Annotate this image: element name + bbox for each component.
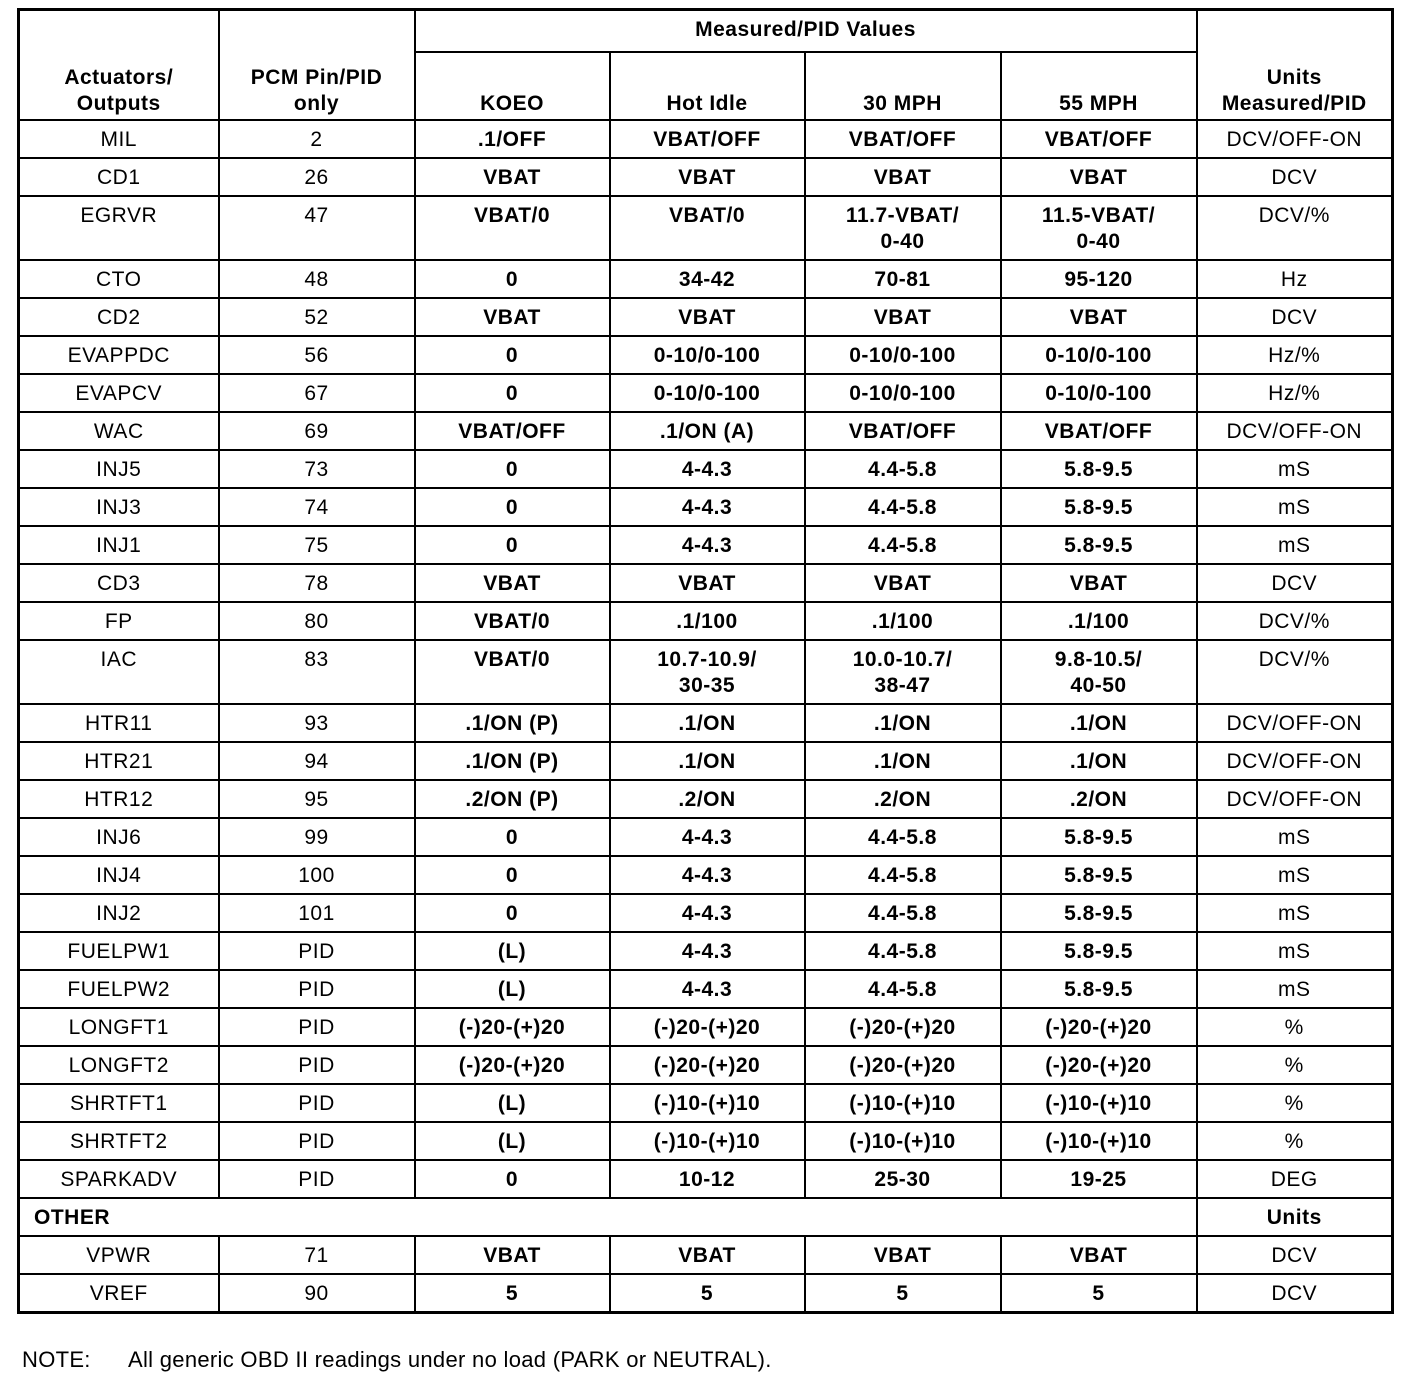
cell-pin: 94 [219,742,415,780]
cell-name: INJ1 [19,526,219,564]
cell-55-mph: 5.8-9.5 [1001,932,1197,970]
cell-hot-idle: 4-4.3 [610,894,805,932]
table-row [19,704,1393,742]
cell-pin: PID [219,970,415,1008]
table-row [19,894,1393,932]
cell-pin: 83 [219,640,415,704]
cell-units: DCV [1197,298,1393,336]
table-row [19,564,1393,602]
cell-koeo: (L) [415,970,610,1008]
table-row [19,260,1393,298]
cell-55-mph: (-)20-(+)20 [1001,1046,1197,1084]
pid-values-table [17,8,1394,1314]
cell-hot-idle: 4-4.3 [610,526,805,564]
cell-30-mph: 4.4-5.8 [805,970,1001,1008]
cell-pin: PID [219,932,415,970]
cell-pin: 56 [219,336,415,374]
cell-koeo: 0 [415,374,610,412]
cell-hot-idle: .2/ON [610,780,805,818]
cell-30-mph: 5 [805,1274,1001,1313]
cell-name: EGRVR [19,196,219,260]
cell-name: INJ5 [19,450,219,488]
cell-hot-idle: .1/ON [610,742,805,780]
cell-55-mph: 0-10/0-100 [1001,374,1197,412]
cell-name: CTO [19,260,219,298]
cell-pin: 95 [219,780,415,818]
cell-units: Hz/% [1197,336,1393,374]
cell-pin: PID [219,1122,415,1160]
cell-55-mph: VBAT [1001,158,1197,196]
table-row [19,780,1393,818]
header-pin [219,10,415,121]
cell-name: VREF [19,1274,219,1313]
cell-55-mph: 5.8-9.5 [1001,526,1197,564]
cell-hot-idle: 4-4.3 [610,856,805,894]
cell-30-mph: 4.4-5.8 [805,932,1001,970]
cell-30-mph: (-)10-(+)10 [805,1084,1001,1122]
cell-units: mS [1197,450,1393,488]
cell-units: mS [1197,856,1393,894]
header-actuators-line1: Actuators/ [64,66,174,89]
table-row [19,932,1393,970]
cell-55-mph: (-)10-(+)10 [1001,1122,1197,1160]
cell-55-mph: 5.8-9.5 [1001,488,1197,526]
cell-units: DCV [1197,158,1393,196]
table-header [19,10,1393,121]
cell-55-mph: 5 [1001,1274,1197,1313]
cell-hot-idle: 4-4.3 [610,450,805,488]
cell-units: DCV/OFF-ON [1197,742,1393,780]
cell-koeo: VBAT [415,298,610,336]
cell-30-mph: 0-10/0-100 [805,336,1001,374]
cell-koeo: VBAT [415,564,610,602]
table-row [19,526,1393,564]
cell-name: IAC [19,640,219,704]
cell-55-mph: VBAT/OFF [1001,120,1197,158]
cell-koeo: 5 [415,1274,610,1313]
cell-units: mS [1197,894,1393,932]
cell-hot-idle: (-)10-(+)10 [610,1122,805,1160]
cell-koeo: (-)20-(+)20 [415,1008,610,1046]
cell-hot-idle: 4-4.3 [610,488,805,526]
cell-pin: 52 [219,298,415,336]
table-row [19,196,1393,260]
cell-30-mph: 4.4-5.8 [805,450,1001,488]
cell-pin: 47 [219,196,415,260]
cell-units: DCV/% [1197,640,1393,704]
cell-pin: 67 [219,374,415,412]
cell-hot-idle: .1/ON (A) [610,412,805,450]
table-row [19,602,1393,640]
cell-30-mph: 4.4-5.8 [805,856,1001,894]
cell-30-mph: (-)10-(+)10 [805,1122,1001,1160]
cell-55-mph: (-)20-(+)20 [1001,1008,1197,1046]
cell-koeo: 0 [415,818,610,856]
header-units [1197,10,1393,121]
cell-55-mph: VBAT/OFF [1001,412,1197,450]
table-row [19,1274,1393,1313]
cell-units: DCV/OFF-ON [1197,780,1393,818]
cell-30-mph: VBAT [805,298,1001,336]
cell-koeo: .1/ON (P) [415,704,610,742]
table-row [19,742,1393,780]
table-row [19,412,1393,450]
cell-55-mph: 11.5-VBAT/ 0-40 [1001,196,1197,260]
cell-name: MIL [19,120,219,158]
other-units-label: Units [1197,1198,1393,1236]
cell-55-mph: 19-25 [1001,1160,1197,1198]
cell-55-mph: .1/ON [1001,742,1197,780]
cell-pin: 93 [219,704,415,742]
cell-30-mph: .2/ON [805,780,1001,818]
cell-pin: 80 [219,602,415,640]
cell-30-mph: 11.7-VBAT/ 0-40 [805,196,1001,260]
cell-koeo: (-)20-(+)20 [415,1046,610,1084]
table-row [19,488,1393,526]
cell-hot-idle: .1/100 [610,602,805,640]
other-label: OTHER [19,1198,1197,1236]
cell-30-mph: 4.4-5.8 [805,526,1001,564]
cell-55-mph: 5.8-9.5 [1001,450,1197,488]
cell-name: INJ6 [19,818,219,856]
table-row [19,298,1393,336]
cell-koeo: VBAT/0 [415,640,610,704]
note-label: NOTE: [22,1347,91,1372]
table-row [19,1236,1393,1274]
cell-30-mph: VBAT [805,1236,1001,1274]
footnote [22,1347,772,1373]
cell-30-mph: .1/ON [805,704,1001,742]
cell-koeo: 0 [415,526,610,564]
cell-name: FUELPW2 [19,970,219,1008]
cell-pin: 90 [219,1274,415,1313]
cell-name: FP [19,602,219,640]
cell-units: mS [1197,526,1393,564]
cell-pin: 75 [219,526,415,564]
header-actuators [19,10,219,121]
table-row [19,120,1393,158]
cell-hot-idle: 0-10/0-100 [610,374,805,412]
cell-pin: 99 [219,818,415,856]
cell-pin: 100 [219,856,415,894]
header-hot-idle: Hot Idle [610,52,805,120]
cell-koeo: 0 [415,488,610,526]
cell-30-mph: 4.4-5.8 [805,488,1001,526]
cell-units: % [1197,1008,1393,1046]
cell-koeo: (L) [415,932,610,970]
cell-pin: 101 [219,894,415,932]
table-row [19,158,1393,196]
cell-units: % [1197,1046,1393,1084]
cell-hot-idle: 10.7-10.9/ 30-35 [610,640,805,704]
cell-hot-idle: VBAT [610,1236,805,1274]
cell-pin: 74 [219,488,415,526]
cell-30-mph: 4.4-5.8 [805,818,1001,856]
cell-55-mph: VBAT [1001,298,1197,336]
table-row [19,1084,1393,1122]
cell-koeo: (L) [415,1084,610,1122]
cell-pin: 48 [219,260,415,298]
cell-hot-idle: 4-4.3 [610,932,805,970]
header-koeo: KOEO [415,52,610,120]
cell-55-mph: VBAT [1001,564,1197,602]
cell-30-mph: VBAT [805,564,1001,602]
other-section [19,1198,1393,1313]
cell-55-mph: 95-120 [1001,260,1197,298]
cell-55-mph: 9.8-10.5/ 40-50 [1001,640,1197,704]
cell-hot-idle: 0-10/0-100 [610,336,805,374]
table-row [19,450,1393,488]
cell-units: Hz/% [1197,374,1393,412]
cell-hot-idle: .1/ON [610,704,805,742]
header-units-line1: Units [1266,66,1322,89]
cell-pin: 73 [219,450,415,488]
cell-units: mS [1197,488,1393,526]
cell-hot-idle: 4-4.3 [610,818,805,856]
cell-30-mph: .1/100 [805,602,1001,640]
cell-hot-idle: VBAT/0 [610,196,805,260]
cell-units: mS [1197,818,1393,856]
cell-units: DEG [1197,1160,1393,1198]
cell-koeo: 0 [415,260,610,298]
cell-koeo: 0 [415,856,610,894]
cell-hot-idle: 10-12 [610,1160,805,1198]
cell-name: HTR11 [19,704,219,742]
cell-30-mph: (-)20-(+)20 [805,1008,1001,1046]
cell-koeo: VBAT/0 [415,196,610,260]
cell-55-mph: .1/100 [1001,602,1197,640]
cell-55-mph: 5.8-9.5 [1001,894,1197,932]
table-row [19,1122,1393,1160]
cell-55-mph: .2/ON [1001,780,1197,818]
note-text: All generic OBD II readings under no load (PARK or NEUTRAL). [128,1347,772,1372]
header-actuators-line2: Outputs [76,92,161,115]
cell-30-mph: 0-10/0-100 [805,374,1001,412]
cell-name: HTR12 [19,780,219,818]
cell-hot-idle: (-)20-(+)20 [610,1008,805,1046]
cell-hot-idle: VBAT [610,158,805,196]
cell-30-mph: 10.0-10.7/ 38-47 [805,640,1001,704]
cell-units: mS [1197,970,1393,1008]
header-pin-line2: only [293,92,340,115]
header-30-mph: 30 MPH [805,52,1001,120]
cell-30-mph: .1/ON [805,742,1001,780]
cell-pin: PID [219,1008,415,1046]
table-row [19,1008,1393,1046]
table-row [19,1046,1393,1084]
cell-units: Hz [1197,260,1393,298]
cell-55-mph: VBAT [1001,1236,1197,1274]
cell-koeo: .1/OFF [415,120,610,158]
cell-55-mph: .1/ON [1001,704,1197,742]
cell-hot-idle: (-)20-(+)20 [610,1046,805,1084]
cell-pin: PID [219,1046,415,1084]
cell-name: EVAPCV [19,374,219,412]
cell-name: FUELPW1 [19,932,219,970]
cell-hot-idle: VBAT [610,298,805,336]
cell-koeo: (L) [415,1122,610,1160]
cell-hot-idle: VBAT/OFF [610,120,805,158]
cell-units: DCV/OFF-ON [1197,704,1393,742]
cell-name: INJ4 [19,856,219,894]
cell-30-mph: (-)20-(+)20 [805,1046,1001,1084]
other-header-row [19,1198,1393,1236]
cell-pin: PID [219,1084,415,1122]
cell-55-mph: 5.8-9.5 [1001,818,1197,856]
header-units-line2: Measured/PID [1221,92,1367,115]
table-row [19,374,1393,412]
cell-55-mph: (-)10-(+)10 [1001,1084,1197,1122]
table-row [19,856,1393,894]
cell-units: DCV [1197,1236,1393,1274]
table-body [19,120,1393,1198]
cell-name: WAC [19,412,219,450]
cell-name: SHRTFT1 [19,1084,219,1122]
cell-name: EVAPPDC [19,336,219,374]
cell-koeo: 0 [415,894,610,932]
cell-units: DCV/% [1197,196,1393,260]
cell-koeo: VBAT [415,1236,610,1274]
header-measured-group: Measured/PID Values [415,10,1197,53]
cell-units: mS [1197,932,1393,970]
cell-koeo: .2/ON (P) [415,780,610,818]
table-row [19,818,1393,856]
cell-koeo: 0 [415,450,610,488]
cell-koeo: .1/ON (P) [415,742,610,780]
cell-pin: PID [219,1160,415,1198]
cell-name: INJ2 [19,894,219,932]
cell-30-mph: 25-30 [805,1160,1001,1198]
cell-koeo: VBAT/OFF [415,412,610,450]
cell-units: % [1197,1084,1393,1122]
cell-koeo: VBAT [415,158,610,196]
table-row [19,1160,1393,1198]
cell-pin: 69 [219,412,415,450]
cell-hot-idle: (-)10-(+)10 [610,1084,805,1122]
cell-name: INJ3 [19,488,219,526]
cell-55-mph: 5.8-9.5 [1001,970,1197,1008]
cell-units: DCV/% [1197,602,1393,640]
cell-hot-idle: 34-42 [610,260,805,298]
cell-55-mph: 0-10/0-100 [1001,336,1197,374]
cell-30-mph: VBAT/OFF [805,412,1001,450]
header-pin-line1: PCM Pin/PID [250,66,383,89]
header-row-top [19,10,1393,53]
cell-units: DCV/OFF-ON [1197,412,1393,450]
cell-30-mph: VBAT/OFF [805,120,1001,158]
cell-name: CD2 [19,298,219,336]
cell-name: VPWR [19,1236,219,1274]
cell-units: DCV [1197,564,1393,602]
cell-30-mph: 70-81 [805,260,1001,298]
cell-koeo: VBAT/0 [415,602,610,640]
cell-pin: 78 [219,564,415,602]
cell-hot-idle: 5 [610,1274,805,1313]
cell-pin: 2 [219,120,415,158]
table-row [19,640,1393,704]
cell-hot-idle: 4-4.3 [610,970,805,1008]
cell-units: DCV [1197,1274,1393,1313]
cell-pin: 71 [219,1236,415,1274]
cell-name: LONGFT1 [19,1008,219,1046]
cell-units: DCV/OFF-ON [1197,120,1393,158]
cell-name: CD3 [19,564,219,602]
cell-koeo: 0 [415,1160,610,1198]
cell-55-mph: 5.8-9.5 [1001,856,1197,894]
cell-name: SPARKADV [19,1160,219,1198]
cell-units: % [1197,1122,1393,1160]
cell-hot-idle: VBAT [610,564,805,602]
table-row [19,970,1393,1008]
cell-name: SHRTFT2 [19,1122,219,1160]
cell-pin: 26 [219,158,415,196]
cell-name: HTR21 [19,742,219,780]
table-row [19,336,1393,374]
cell-30-mph: 4.4-5.8 [805,894,1001,932]
cell-30-mph: VBAT [805,158,1001,196]
cell-name: CD1 [19,158,219,196]
header-55-mph: 55 MPH [1001,52,1197,120]
cell-koeo: 0 [415,336,610,374]
cell-name: LONGFT2 [19,1046,219,1084]
